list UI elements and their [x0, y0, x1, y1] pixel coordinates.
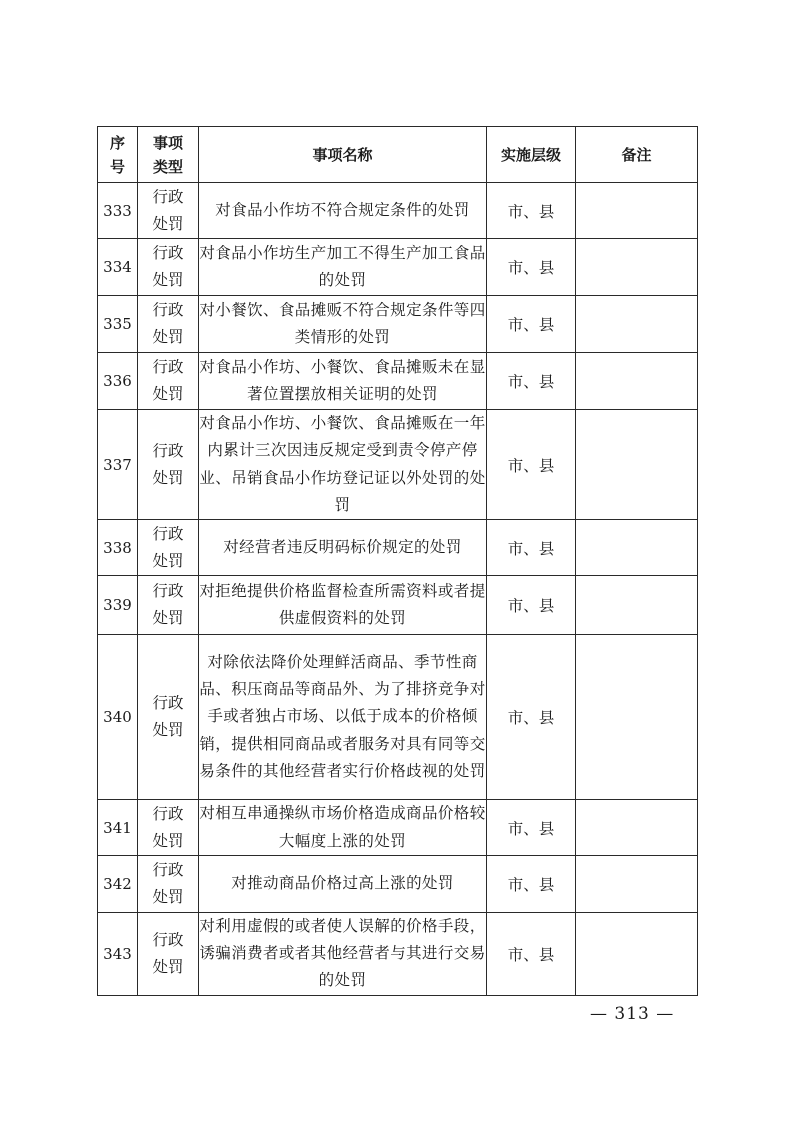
- row-note: [576, 296, 698, 353]
- row-level: 市、县: [487, 800, 576, 856]
- row-level: 市、县: [487, 913, 576, 996]
- row-type: 行政 处罚: [138, 520, 199, 576]
- header-row: [98, 127, 698, 183]
- table-row: [98, 913, 698, 996]
- row-name: 对除依法降价处理鲜活商品、季节性商品、积压商品等商品外、为了排挤竞争对手或者独占市场、以低于成本的价格倾销，提供相同商品或者服务对具有同等交易条件的其他经营者实行价格歧视的处罚: [199, 635, 487, 800]
- header-type: 事项 类型: [138, 127, 199, 183]
- row-name: 对食品小作坊生产加工不得生产加工食品的处罚: [199, 239, 487, 296]
- row-number: 343: [98, 913, 138, 996]
- row-type: 行政 处罚: [138, 183, 199, 239]
- row-type: 行政 处罚: [138, 410, 199, 520]
- row-number: 341: [98, 800, 138, 856]
- row-type: 行政 处罚: [138, 856, 199, 913]
- row-type: 行政 处罚: [138, 800, 199, 856]
- row-note: [576, 183, 698, 239]
- row-name: 对经营者违反明码标价规定的处罚: [199, 520, 487, 576]
- row-name: 对推动商品价格过高上涨的处罚: [199, 856, 487, 913]
- table-row: [98, 635, 698, 800]
- row-level: 市、县: [487, 353, 576, 410]
- row-note: [576, 353, 698, 410]
- table-row: [98, 239, 698, 296]
- row-name: 对拒绝提供价格监督检查所需资料或者提供虚假资料的处罚: [199, 576, 487, 635]
- row-level: 市、县: [487, 635, 576, 800]
- table-row: [98, 410, 698, 520]
- row-level: 市、县: [487, 520, 576, 576]
- row-number: 336: [98, 353, 138, 410]
- table-row: [98, 183, 698, 239]
- row-number: 335: [98, 296, 138, 353]
- row-type: 行政 处罚: [138, 296, 199, 353]
- row-level: 市、县: [487, 410, 576, 520]
- table-row: [98, 800, 698, 856]
- row-note: [576, 239, 698, 296]
- header-seq: 序 号: [98, 127, 138, 183]
- row-note: [576, 410, 698, 520]
- row-name: 对相互串通操纵市场价格造成商品价格较大幅度上涨的处罚: [199, 800, 487, 856]
- row-number: 339: [98, 576, 138, 635]
- row-type: 行政 处罚: [138, 239, 199, 296]
- row-level: 市、县: [487, 576, 576, 635]
- header-level: 实施层级: [487, 127, 576, 183]
- row-note: [576, 913, 698, 996]
- row-name: 对食品小作坊、小餐饮、食品摊贩在一年内累计三次因违反规定受到责令停产停业、吊销食品小作坊登记证以外处罚的处罚: [199, 410, 487, 520]
- items-table: [97, 126, 698, 996]
- row-number: 340: [98, 635, 138, 800]
- row-number: 333: [98, 183, 138, 239]
- row-type: 行政 处罚: [138, 576, 199, 635]
- row-name: 对食品小作坊不符合规定条件的处罚: [199, 183, 487, 239]
- row-type: 行政 处罚: [138, 353, 199, 410]
- row-note: [576, 635, 698, 800]
- row-note: [576, 800, 698, 856]
- header-note: 备注: [576, 127, 698, 183]
- row-type: 行政 处罚: [138, 635, 199, 800]
- table-row: [98, 520, 698, 576]
- row-note: [576, 520, 698, 576]
- row-name: 对食品小作坊、小餐饮、食品摊贩未在显著位置摆放相关证明的处罚: [199, 353, 487, 410]
- table-row: [98, 856, 698, 913]
- row-level: 市、县: [487, 183, 576, 239]
- row-number: 342: [98, 856, 138, 913]
- row-number: 337: [98, 410, 138, 520]
- row-level: 市、县: [487, 856, 576, 913]
- row-type: 行政 处罚: [138, 913, 199, 996]
- row-note: [576, 576, 698, 635]
- row-number: 334: [98, 239, 138, 296]
- row-note: [576, 856, 698, 913]
- row-name: 对小餐饮、食品摊贩不符合规定条件等四类情形的处罚: [199, 296, 487, 353]
- row-level: 市、县: [487, 296, 576, 353]
- header-name: 事项名称: [199, 127, 487, 183]
- page-number: — 313 —: [590, 1004, 675, 1024]
- row-level: 市、县: [487, 239, 576, 296]
- table-row: [98, 296, 698, 353]
- row-name: 对利用虚假的或者使人误解的价格手段，诱骗消费者或者其他经营者与其进行交易的处罚: [199, 913, 487, 996]
- row-number: 338: [98, 520, 138, 576]
- table-row: [98, 353, 698, 410]
- table-row: [98, 576, 698, 635]
